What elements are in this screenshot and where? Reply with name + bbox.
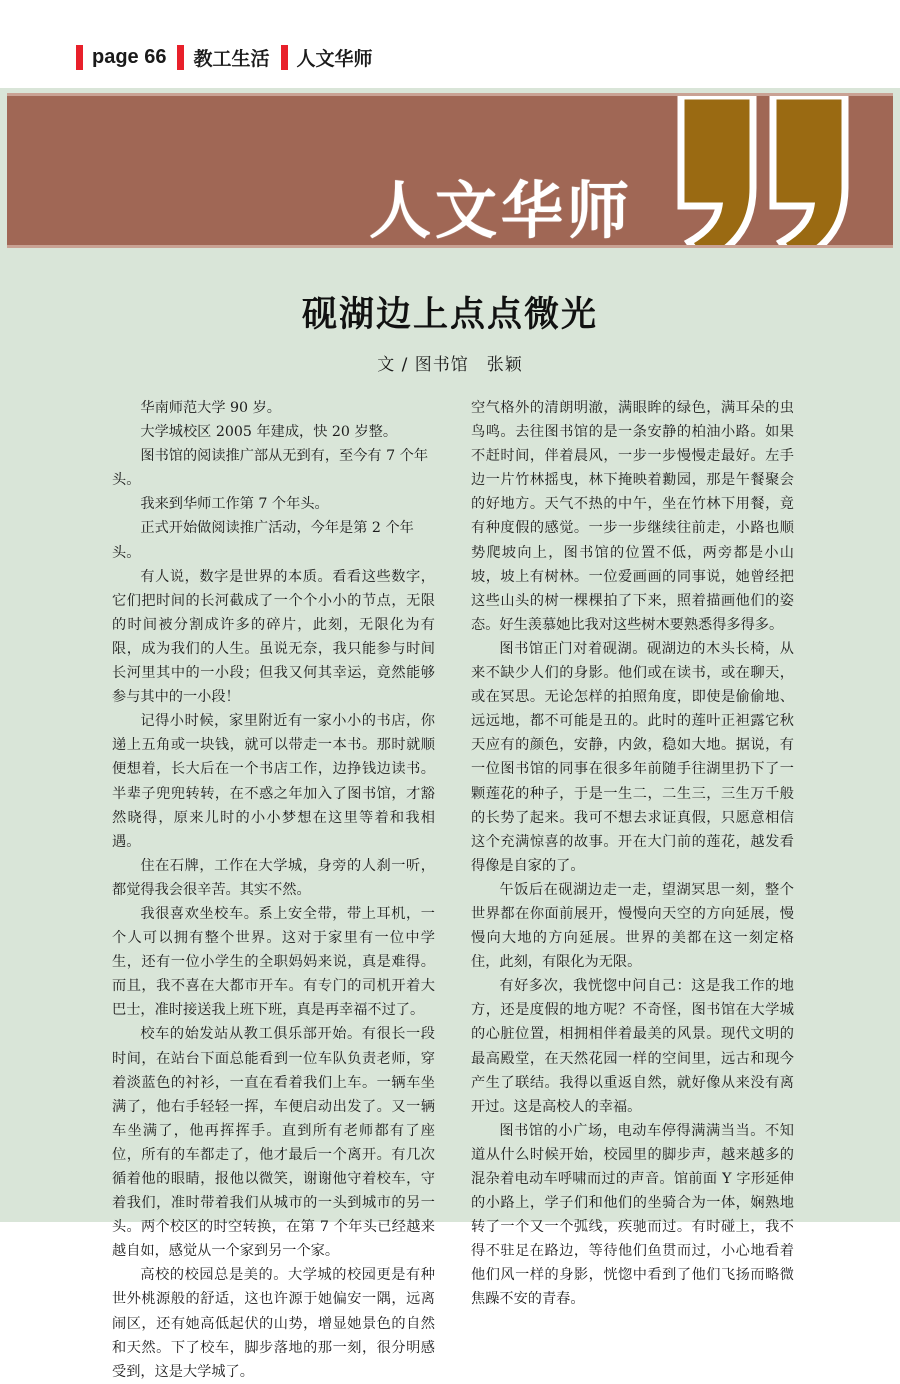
paragraph: 空气格外的清朗明澈，满眼眸的绿色，满耳朵的虫鸟鸣。去往图书馆的是一条安静的柏油小路。如果不赶时间，伴着晨风，一步一步慢慢走最好。左手边一片竹林摇曳，林下掩映着勷园，那是午餐聚会的好地方。天气不热的中午，坐在竹林下用餐，竟有种度假的感觉。一步一步继续往前走，小路也顺势爬坡向上，图书馆的位置不低，两旁都是小山坡，坡上有树林。一位爱画画的同事说，她曾经把这些山头的树一棵棵拍了下来，照着描画他们的姿态。好生羡慕她比我对这些树木要熟悉得多得多。 xyxy=(471,400,794,633)
paragraph: 正式开始做阅读推广活动，今年是第 2 个年头。 xyxy=(112,520,414,561)
paragraph: 高校的校园总是美的。大学城的校园更是有种世外桃源般的舒适，这也许源于她偏安一隅，远离闹区，还有她高低起伏的山势，增显她景色的自然和天然。下了校车，脚步落地的那一刻，很分明感受到，这是大学城了。 xyxy=(112,1267,435,1380)
paragraph: 住在石牌，工作在大学城，身旁的人刹一听，都觉得我会很辛苦。其实不然。 xyxy=(112,857,435,898)
paragraph: 午饭后在砚湖边走一走，望湖冥思一刻，整个世界都在你面前展开，慢慢向天空的方向延展，慢慢向大地的方向延展。世界的美都在这一刻定格住，此刻，有限化为无限。 xyxy=(471,881,794,971)
paragraph: 有好多次，我恍惚中问自己：这是我工作的地方，还是度假的地方呢？不奇怪，图书馆在大学城的心脏位置，相拥相伴着最美的风景。现代文明的最高殿堂，在天然花园一样的空间里，远古和现今产生了联结。我得以重返自然，就好像从来没有离开过。这是高校人的幸福。 xyxy=(471,978,794,1115)
red-separator-bar-3 xyxy=(281,45,288,70)
paragraph: 有人说，数字是世界的本质。看看这些数字，它们把时间的长河截成了一个个小小的节点，无限的时间被分割成许多的碎片，此刻，无限化为有限，成为我们的人生。虽说无奈，我只能参与时间长河里其中的一小段；但我又何其幸运，竟然能够参与其中的一小段！ xyxy=(112,568,435,706)
article-body xyxy=(112,396,794,1384)
section-banner xyxy=(7,93,893,248)
article-headline: 砚湖边上点点微光 xyxy=(301,295,598,335)
paragraph: 图书馆的阅读推广部从无到有，至今有 7 个年头。 xyxy=(112,448,429,489)
paragraph: 华南师范大学 90 岁。 xyxy=(140,400,281,416)
red-separator-bar-1 xyxy=(76,45,83,70)
left-column xyxy=(112,396,435,1384)
column-label: 人文华师 xyxy=(296,47,373,70)
paragraph: 图书馆的小广场，电动车停得满满当当。不知道从什么时候开始，校园里的脚步声，越来越多的混杂着电动车呼啸而过的声音。馆前面 Y 字形延伸的小路上，学子们和他们的坐骑合为一体，娴熟地转了一个又一个弧线，疾驰而过。有时碰上，我不得不驻足在路边，等待他们鱼贯而过，小心地看着他们风一样的身影，恍惚中看到了他们飞扬而略微焦躁不安的青春。 xyxy=(471,1122,794,1308)
paragraph: 校车的始发站从教工俱乐部开始。有很长一段时间，在站台下面总能看到一位车队负责老师，穿着淡蓝色的衬衫，一直在看着我们上车。一辆车坐满了，他右手轻轻一挥，车便启动出发了。又一辆车坐满了，他再挥挥手。直到所有老师都有了座位，所有的车都走了，他才最后一个离开。有几次循着他的眼睛，报他以微笑，谢谢他守着校车，守着我们，准时带着我们从城市的一头到城市的另一头。两个校区的时空转换，在第 7 个年头已经越来越自如，感觉从一个家到另一个家。 xyxy=(112,1026,435,1260)
article-byline: 文 / 图书馆 张颖 xyxy=(377,355,523,375)
page-number-label: page 66 xyxy=(92,45,167,68)
paragraph: 我很喜欢坐校车。系上安全带，带上耳机，一个人可以拥有整个世界。这对于家里有一位中学生，还有一位小学生的全职妈妈来说，真是难得。而且，我不喜在大都市开车。有专门的司机开着大巴士，准时接送我上班下班，真是再幸福不过了。 xyxy=(112,905,435,1019)
section-label: 教工生活 xyxy=(193,47,270,70)
paragraph: 我来到华师工作第 7 个年头。 xyxy=(140,496,329,513)
running-header xyxy=(76,40,384,74)
banner-title: 人文华师 xyxy=(368,173,633,247)
red-separator-bar-2 xyxy=(177,45,184,70)
right-column xyxy=(471,396,794,1384)
paragraph: 大学城校区 2005 年建成，快 20 岁整。 xyxy=(140,424,398,441)
paragraph: 记得小时候，家里附近有一家小小的书店，你递上五角或一块钱，就可以带走一本书。那时就顺便想着，长大后在一个书店工作，边挣钱边读书。半辈子兜兜转转，在不惑之年加入了图书馆，才豁然晓得，原来儿时的小小梦想在这里等着和我相遇。 xyxy=(112,713,435,850)
paragraph: 图书馆正门对着砚湖。砚湖边的木头长椅，从来不缺少人们的身影。他们或在读书，或在聊天，或在冥思。无论怎样的拍照角度，即使是偷偷地、远远地，都不可能是丑的。此时的莲叶正袒露它秋天应有的颜色，安静，内敛，稳如大地。据说，有一位图书馆的同事在很多年前随手往湖里扔下了一颗莲花的种子，于是一生二，二生三，三生万千般的长势了起来。我可不想去求证真假，只愿意相信这个充满惊喜的故事。开在大门前的莲花，越发看得像是自家的了。 xyxy=(471,640,794,874)
quotation-mark-icon xyxy=(675,93,851,248)
